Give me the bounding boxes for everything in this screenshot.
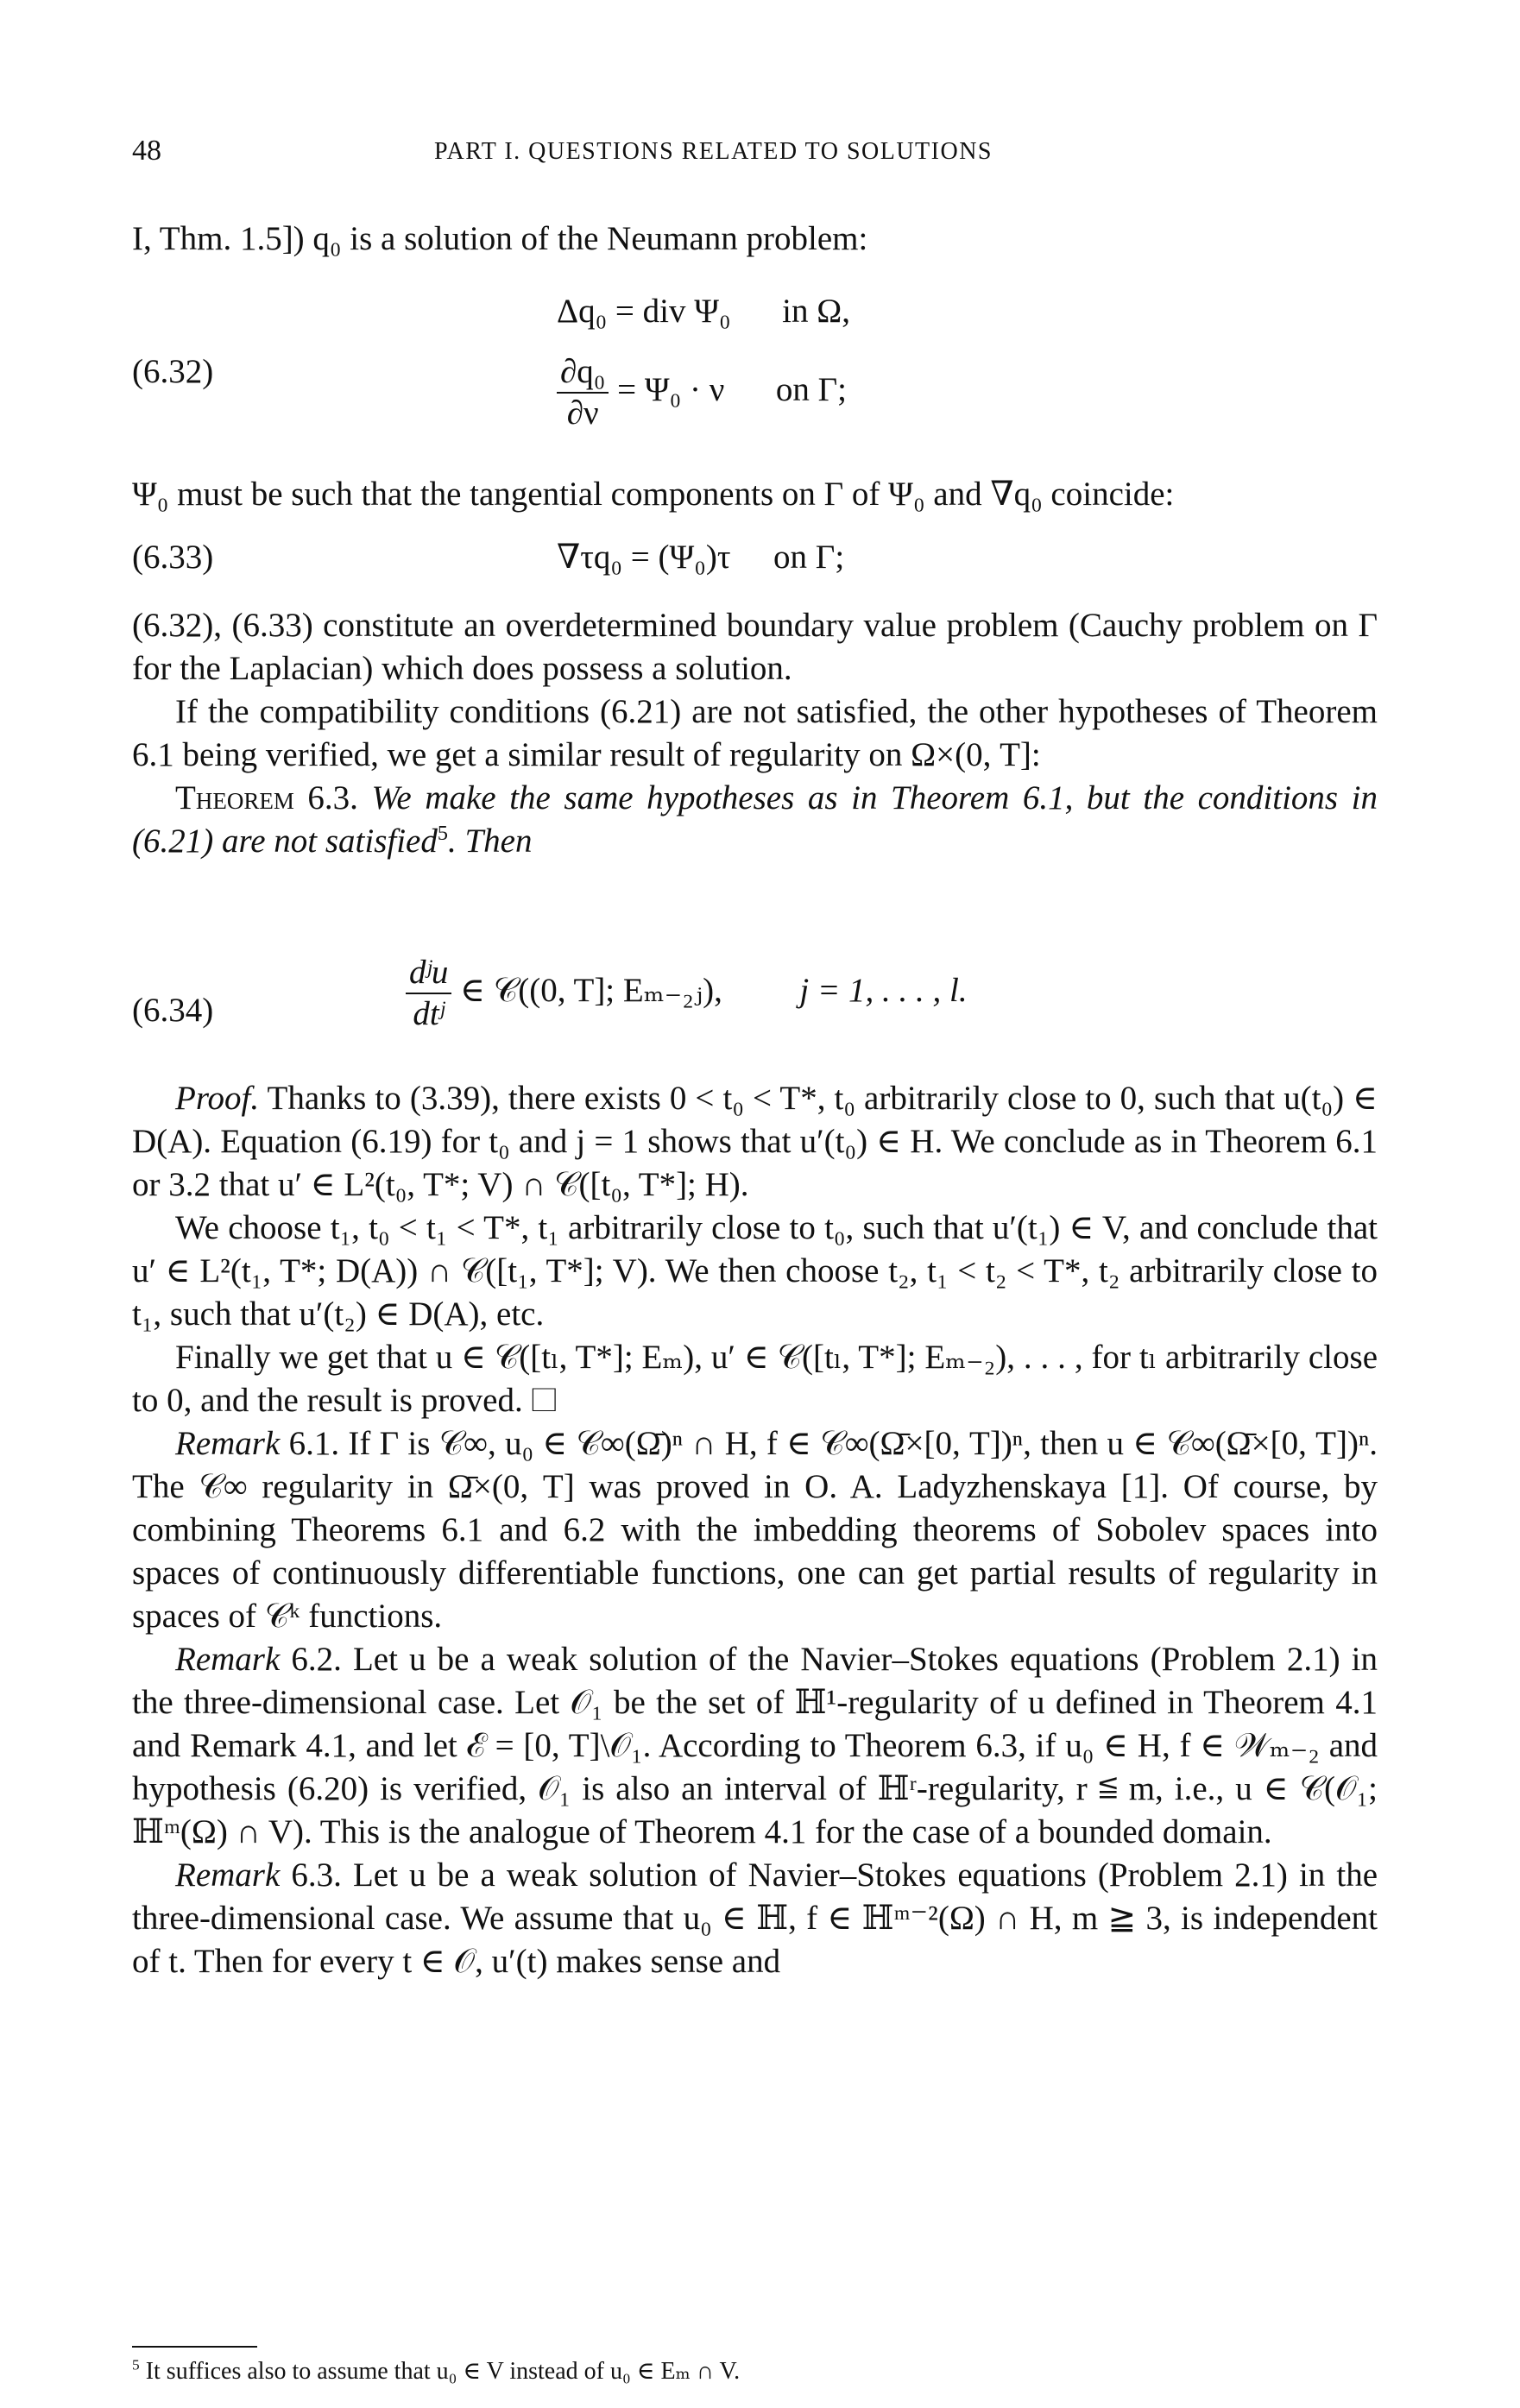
eq-6-34-denominator: dtʲ [413,995,445,1032]
footnote-mark: 5 [132,2356,140,2373]
proof-paragraph [132,1077,1378,1207]
remark-6-3-text: Let u be a weak solution of Navier–Stokes equations (Problem 2.1) in the three-dimensional case. We assume that u₀ ∈ ℍ, f ∈ ℍᵐ⁻²(Ω) ∩ H, m ≧ 3, is independent of t. Then for every t ∈ 𝒪, u′(t) makes sense and [132,1856,1378,1980]
eq-6-32-line2-rhs: = Ψ₀ · ν [617,370,725,408]
eq-6-34-range: j = 1, . . . , l. [799,971,968,1009]
remark-6-2-text: Let u be a weak solution of the Navier–Stokes equations (Problem 2.1) in the three-dimensional case. Let 𝒪₁ be the set of ℍ¹-regularity of u defined in Theorem 4.1 and Remark 4.1, and let ℰ = [0, T]\𝒪₁. According to Theorem 6.3, if u₀ ∈ H, f ∈ 𝒲ₘ₋₂ and hypothesis (6.20) is verified, 𝒪₁ is also an interval of ℍʳ-regularity, r ≦ m, i.e., u ∈ 𝒞(𝒪₁; ℍᵐ(Ω) ∩ V). This is the analogue of Theorem 4.1 for the case of a bounded domain. [132,1641,1378,1850]
remark-6-1 [132,1422,1378,1638]
theorem-after: . Then [447,823,533,860]
page-number: 48 [132,135,161,167]
intro-line: I, Thm. 1.5]) q₀ is a solution of the Neumann problem: [132,220,868,257]
choose-paragraph: We choose t₁, t₀ < t₁ < T*, t₁ arbitrarily close to t₀, such that u′(t₁) ∈ V, and conclude that u′ ∈ L²(t₁, T*; D(A)) ∩ 𝒞([t₁, T*]; V). We then choose t₂, t₁ < t₂ < T*, t₂ arbitrarily close to t₁, such that u′(t₂) ∈ D(A), etc. [132,1209,1378,1333]
eq-6-34-label: (6.34) [132,992,214,1029]
finally-paragraph: Finally we get that u ∈ 𝒞([tₗ, T*]; Eₘ), u′ ∈ 𝒞([tₗ, T*]; Eₘ₋₂), . . . , for tₗ arbitrarily close to 0, and the result is proved. ☐ [132,1339,1378,1419]
remark-6-1-heading: Remark [175,1425,281,1462]
eq-6-33-label: (6.33) [132,539,214,576]
eq-6-32-line1 [557,292,850,331]
eq-6-34-fraction [406,953,451,1034]
eq-6-32-line1-expr: Δq₀ = div Ψ₀ [557,293,731,330]
remark-6-1-number: 6.1. [288,1425,340,1462]
eq-6-33 [557,538,844,577]
eq-6-32-line2-domain: on Γ; [775,370,848,408]
theorem-footnote-mark: 5 [437,822,448,845]
eq-6-34 [406,953,968,1034]
eq-6-32-numerator: ∂q₀ [557,352,609,394]
body-block-1 [132,604,1378,863]
eq-6-32-fraction [557,352,609,433]
eq-6-32-denominator: ∂ν [566,394,599,432]
body-block-2 [132,1077,1378,1983]
running-header [132,135,1375,169]
eq-6-33-domain: on Γ; [773,539,845,576]
intro-paragraph [132,217,1378,261]
eq-6-32-label: (6.32) [132,353,214,390]
eq-6-33-expr: ∇τq₀ = (Ψ₀)τ [557,539,731,576]
remark-6-2-heading: Remark [175,1641,281,1678]
remark-6-3-number: 6.3. [291,1856,342,1894]
eq-6-34-rhs: ∈ 𝒞((0, T]; Eₘ₋₂ⱼ), [460,971,722,1009]
proof-heading: Proof. [175,1080,260,1117]
tangential-paragraph [132,473,1378,516]
overdetermined-paragraph: (6.32), (6.33) constitute an overdetermined boundary value problem (Cauchy problem on Γ for the Laplacian) which does possess a solution. [132,607,1378,687]
compatibility-paragraph: If the compatibility conditions (6.21) are not satisfied, the other hypotheses of Theorem 6.1 being verified, we get a similar result of regularity on Ω×(0, T]: [132,693,1378,773]
eq-6-34-numerator: dʲu [406,953,451,994]
remark-6-2 [132,1638,1378,1854]
remark-6-3 [132,1854,1378,1983]
remark-6-1-text: If Γ is 𝒞∞, u₀ ∈ 𝒞∞(Ω̄)ⁿ ∩ H, f ∈ 𝒞∞(Ω̄×[0, T])ⁿ, then u ∈ 𝒞∞(Ω̄×[0, T])ⁿ. The 𝒞∞ regularity in Ω̄×(0, T] was proved in O. A. Ladyzhenskaya [1]. Of course, by combining Theorems 6.1 and 6.2 with the imbedding theorems of Sobolev spaces into spaces of continuously differentiable functions, one can get partial results of regularity in spaces of 𝒞ᵏ functions. [132,1425,1378,1635]
remark-6-3-heading: Remark [175,1856,281,1894]
tangential-text: Ψ₀ must be such that the tangential components on Γ of Ψ₀ and ∇q₀ coincide: [132,476,1175,513]
footnote-text: It suffices also to assume that u₀ ∈ V instead of u₀ ∈ Eₘ ∩ V. [145,2358,741,2385]
footnote [132,2356,1375,2387]
footnote-rule [132,2346,257,2348]
theorem-heading: Theorem 6.3. [175,779,358,816]
theorem-6-3 [132,777,1378,863]
theorem-text: We make the same hypotheses as in Theorem 6.1, but the conditions in (6.21) are not satisfied [132,779,1378,860]
running-title: PART I. QUESTIONS RELATED TO SOLUTIONS [434,138,993,165]
remark-6-2-number: 6.2. [291,1641,342,1678]
eq-6-32-line2 [557,352,847,433]
eq-6-32-line1-domain: in Ω, [782,293,850,330]
proof-text: Thanks to (3.39), there exists 0 < t₀ < T*, t₀ arbitrarily close to 0, such that u(t₀) ∈ D(A). Equation (6.19) for t₀ and j = 1 shows that u′(t₀) ∈ H. We conclude as in Theorem 6.1 or 3.2 that u′ ∈ L²(t₀, T*; V) ∩ 𝒞([t₀, T*]; H). [132,1080,1378,1203]
